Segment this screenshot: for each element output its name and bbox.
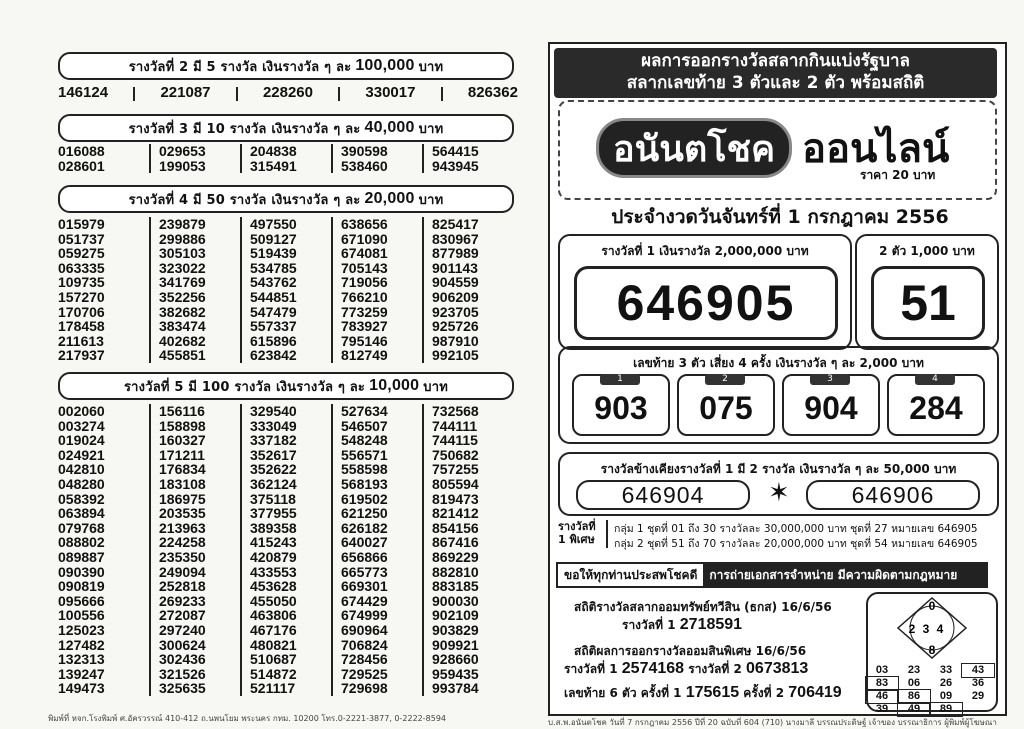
prize-number: 415243 [250,534,297,551]
prize-number: 640027 [341,534,388,551]
prize-number: 902109 [432,607,479,624]
number-column [149,144,240,173]
two-digit-label: 2 ตัว 1,000 บาท [879,244,975,258]
prize-number: 100556 [58,607,105,624]
prize-number: 623842 [250,347,297,364]
prize-number: 547479 [250,303,297,320]
prize-number: 854156 [432,519,479,536]
prize-number: 993784 [432,680,479,697]
prize-number: 204838 [250,143,297,159]
prize-number: 615896 [250,332,297,349]
prize-number: 534785 [250,259,297,276]
prize-number: 626182 [341,519,388,536]
prize-number: 544851 [250,288,297,305]
prize-number: 497550 [250,216,297,232]
price-text: ราคา 20 บาท [860,168,936,182]
separator-bar [236,87,238,101]
special-row-1: กลุ่ม 1 ชุดที่ 01 ถึง 30 รางวัลละ 30,000,000 บาท ชุดที่ 27 หมายเลข 646905 [614,523,978,535]
prize-number: 090390 [58,563,105,580]
prize-number: 750682 [432,446,479,463]
prize-number: 825417 [432,216,479,232]
prize-number: 546507 [341,417,388,434]
prize-number: 239879 [159,216,206,232]
prize-number: 674081 [341,245,388,262]
prize-number: 042810 [58,461,105,478]
prize-number: 125023 [58,621,105,638]
prize-number: 558598 [341,461,388,478]
prize-number: 157270 [58,288,105,305]
copy-warning-text: การถ่ายเอกสารจำหน่าย มีความผิดตามกฎหมาย [703,564,986,586]
pair-number: 86 [898,690,930,703]
special-prize-section [558,518,995,550]
baac-title: สถิติรางวัลสลากออมทรัพย์ทวีสิน (ธกส) 16/6/56 [574,600,832,614]
prize-number: 272087 [159,607,206,624]
prize-number: 211613 [58,332,104,349]
prize-number: 341769 [159,274,206,291]
prize-number: 514872 [250,665,297,682]
draw-tag: 4 [915,374,955,385]
prize-number: 987910 [432,332,479,349]
prize-number: 783927 [341,318,388,335]
prize-number: 903829 [432,621,479,638]
adjacent-prize-box [558,452,999,516]
special-prize-label: รางวัลที่ 1 พิเศษ [558,520,608,548]
prize-number: 467176 [250,621,297,638]
number-column [240,217,331,363]
right-footer: บ.ส.พ.อนันตโชค วันที่ 7 กรกฎาคม 2556 ปีที่ 20 ฉบับที่ 604 (710) นางมาลี บรรณประดิษฐ์ เจ้าของ บรรณาธิการ ผู้พิมพ์ผู้โฆษณา [548,718,997,727]
stats-box [558,592,858,710]
last3-label: เลขท้าย 3 ตัว เสี่ยง 4 ครั้ง เงินรางวัล ๆ ละ 2,000 บาท [633,356,924,370]
prize-number: 729698 [341,680,388,697]
number-column [331,144,422,173]
prize-number: 543762 [250,274,297,291]
prize-number: 156116 [159,403,205,419]
prize-number: 170706 [58,303,105,320]
prize-number: 706824 [341,636,388,653]
prize-number: 959435 [432,665,479,682]
prize-number: 213963 [159,519,206,536]
prize-number: 015979 [58,216,105,232]
prize-number: 330017 [365,84,416,101]
prize-number: 088802 [58,534,105,551]
prize-number: 158898 [159,417,206,434]
wheel-number: 4 [936,622,944,636]
pair-number: 46 [866,690,898,703]
number-column [149,404,240,696]
prize-number: 269233 [159,592,206,609]
prize-number: 900030 [432,592,479,609]
prize-number: 402682 [159,332,206,349]
prize-number: 375118 [250,490,296,507]
prize-number: 925726 [432,318,479,335]
prize-number: 744115 [432,432,478,449]
two-digit-number: 51 [871,266,985,340]
brand-logo: อนันตโชค [596,118,792,178]
prize2-numbers [58,84,518,101]
prize-number: 171211 [159,446,205,463]
prize-number: 019024 [58,432,105,449]
gsb-prizes: รางวัลที่ 1 2574168 รางวัลที่ 2 0673813 [564,660,809,677]
adjacent-number-upper: 646906 [806,480,980,510]
prize4-numbers [58,217,513,363]
prize-number: 538460 [341,157,388,174]
wheel-number: 0 [928,599,936,613]
separator-bar [338,87,340,101]
separator-bar [133,87,135,101]
prize1-label: รางวัลที่ 1 เงินรางวัล 2,000,000 บาท [601,244,809,258]
prize-number: 830967 [432,230,479,247]
prize-number: 906209 [432,288,479,305]
prize-number: 300624 [159,636,206,653]
number-column [58,144,149,173]
prize-number: 812749 [341,347,388,364]
prize-number: 315491 [250,157,297,174]
prize-number: 705143 [341,259,388,276]
prize-number: 016088 [58,143,105,159]
prize-number: 744111 [432,417,478,434]
results-banner: ผลการออกรางวัลสลากกินแบ่งรัฐบาล สลากเลขท้าย 3 ตัวและ 2 ตัว พร้อมสถิติ [554,48,997,98]
prize-number: 305103 [159,245,206,262]
prize-number: 869229 [432,548,479,565]
prize-number: 127482 [58,636,105,653]
prize-number: 904559 [432,274,479,291]
prize-number: 826362 [467,84,518,101]
prize-number: 773259 [341,303,388,320]
number-column [422,404,513,696]
prize-number: 048280 [58,475,105,492]
right-page [548,42,1007,716]
prize-number: 463806 [250,607,297,624]
prize-number: 455851 [159,347,206,364]
prize4-header: รางวัลที่ 4 มี 50 รางวัล เงินรางวัล ๆ ละ 20,000 บาท [58,185,514,213]
pair-number: 43 [962,664,994,677]
prize-number: 433553 [250,563,297,580]
prize-number: 235350 [159,548,206,565]
prize-number: 252818 [159,578,206,595]
prize5-numbers [58,404,513,696]
pair-number: 09 [939,690,953,702]
last3-value: 903 [594,390,648,426]
prize-number: 992105 [432,347,479,364]
prize-number: 199053 [159,157,206,174]
prize-number: 521117 [250,680,296,697]
prize-number: 302436 [159,651,206,668]
last3-value: 075 [699,390,753,426]
number-column [331,404,422,696]
prize-number: 548248 [341,432,388,449]
adjacent-number-lower: 646904 [576,480,750,510]
number-column [331,217,422,363]
prize-number: 621250 [341,505,388,522]
prize-number: 132313 [58,651,105,668]
prize-number: 149473 [58,680,105,697]
prize2-header: รางวัลที่ 2 มี 5 รางวัล เงินรางวัล ๆ ละ 100,000 บาท [58,52,514,80]
prize-number: 028601 [58,157,105,174]
prize-number: 656866 [341,548,388,565]
pair-number: 23 [907,664,921,676]
prize-number: 377955 [250,505,297,522]
prize-number: 249094 [159,563,206,580]
last3-items [572,374,985,436]
prize-number: 509127 [250,230,297,247]
prize-number: 510687 [250,651,297,668]
two-digit-box [855,234,999,350]
prize-number: 480821 [250,636,297,653]
pair-number: 39 [875,703,889,715]
last3-value: 284 [909,390,963,426]
prize-number: 420879 [250,548,297,565]
gsb-title: สถิติผลการออกรางวัลออมสินพิเศษ 16/6/56 [574,644,807,658]
prize-number: 362124 [250,475,297,492]
draw-date: ประจำงวดวันจันทร์ที่ 1 กรกฎาคม 2556 [611,206,949,228]
prize-number: 325635 [159,680,206,697]
pair-number-grid [866,664,994,716]
prize-number: 024921 [58,446,105,463]
prize-number: 453628 [250,578,297,595]
baac-prize1: รางวัลที่ 1 2718591 [622,616,743,633]
prize-number: 795146 [341,332,388,349]
prize-number: 352617 [250,446,297,463]
prize3-header: รางวัลที่ 3 มี 10 รางวัล เงินรางวัล ๆ ละ 40,000 บาท [58,114,514,142]
prize-number: 619502 [341,490,388,507]
prize-number: 389358 [250,519,297,536]
wheel-number: 2 [908,622,916,636]
number-column [149,217,240,363]
prize-number: 160327 [159,432,206,449]
good-luck-text: ขอให้ทุกท่านประสพโชคดี [564,567,698,582]
prize-number: 943945 [432,157,479,174]
lucky-wheel-icon [868,594,996,664]
prize-number: 002060 [58,403,105,419]
prize5-header: รางวัลที่ 5 มี 100 รางวัล เงินรางวัล ๆ ละ 10,000 บาท [58,372,514,400]
prize-number: 297240 [159,621,206,638]
prize-number: 323022 [159,259,206,276]
prize-number: 059275 [58,245,105,262]
prize-number: 176834 [159,461,206,478]
prize3-numbers [58,144,513,173]
prize-number: 383474 [159,318,206,335]
prize-number: 382682 [159,303,206,320]
prize-number: 146124 [58,84,109,101]
warning-bar [556,562,988,588]
prize-number: 337182 [250,432,297,449]
prize-number: 882810 [432,563,479,580]
prize-number: 821412 [432,505,479,522]
prize-number: 109735 [58,274,105,291]
pair-number: 83 [866,677,898,690]
gsb-last6: เลขท้าย 6 ตัว ครั้งที่ 1 175615 ครั้งที่ 2 706419 [564,684,842,701]
logo-box [558,100,997,200]
prize-number: 674429 [341,592,388,609]
prize-number: 556571 [341,446,388,463]
pair-number: 29 [971,690,985,702]
prize-number: 568193 [341,475,388,492]
prize-number: 058392 [58,490,105,507]
prize-number: 557337 [250,318,297,335]
separator-bar [441,87,443,101]
prize-number: 089887 [58,548,105,565]
prize-number: 669301 [341,578,388,595]
prize-number: 321526 [159,665,206,682]
prize-number: 183108 [159,475,206,492]
prize-number: 390598 [341,143,388,159]
prize-number: 299886 [159,230,206,247]
number-column [58,404,149,696]
last3-item [572,374,670,436]
prize1-box [558,234,852,350]
prize-number: 063894 [58,505,105,522]
number-column [240,144,331,173]
prize-number: 665773 [341,563,388,580]
prize-number: 051737 [58,230,105,247]
number-column [58,217,149,363]
last3-item [677,374,775,436]
prize-number: 690964 [341,621,388,638]
left-footer: พิมพ์ที่ หจก.โรงพิมพ์ ศ.อัครวรรณ์ 410-412 ถ.นพนโยม พระนคร กทม. 10200 โทร.0-2221-3877, 0-2222-8594 [48,714,446,723]
prize-number: 901143 [432,259,478,276]
prize-number: 221087 [160,84,211,101]
pair-number: 06 [907,677,921,689]
prize-number: 178458 [58,318,105,335]
prize-number: 732568 [432,403,479,419]
prize-number: 090819 [58,578,105,595]
prize-number: 352256 [159,288,206,305]
prize-number: 671090 [341,230,388,247]
prize-number: 228260 [262,84,313,101]
prize-number: 455050 [250,592,297,609]
prize-number: 923705 [432,303,479,320]
last3-value: 904 [804,390,858,426]
pair-number: 26 [939,677,953,689]
special-row-2: กลุ่ม 2 ชุดที่ 51 ถึง 70 รางวัลละ 20,000,000 บาท ชุดที่ 54 หมายเลข 646905 [614,538,978,550]
draw-tag: 1 [600,374,640,385]
prize-number: 877989 [432,245,479,262]
prize-number: 063335 [58,259,105,276]
prize-number: 909921 [432,636,479,653]
prize-number: 719056 [341,274,388,291]
last3-item [782,374,880,436]
prize-number: 139247 [58,665,105,682]
prize-number: 186975 [159,490,206,507]
prize-number: 519439 [250,245,297,262]
prize1-number: 646905 [574,266,838,340]
brand-online-text: ออนไลน์ [802,125,950,172]
prize-number: 079768 [58,519,105,536]
prize-number: 224258 [159,534,206,551]
prize-number: 217937 [58,347,105,364]
number-column [422,144,513,173]
prize-number: 564415 [432,143,479,159]
prize-number: 867416 [432,534,479,551]
prize-number: 729525 [341,665,388,682]
prize-number: 003274 [58,417,105,434]
adjacent-prize-label: รางวัลข้างเคียงรางวัลที่ 1 มี 2 รางวัล เงินรางวัล ๆ ละ 50,000 บาท [600,462,957,476]
prize-number: 352622 [250,461,297,478]
prize-number: 029653 [159,143,206,159]
pair-number: 89 [930,703,962,716]
prize-number: 757255 [432,461,479,478]
prize-number: 928660 [432,651,479,668]
draw-tag: 3 [810,374,850,385]
prize-number: 329540 [250,403,297,419]
prize-number: 728456 [341,651,388,668]
prize-number: 819473 [432,490,479,507]
prize-number: 766210 [341,288,388,305]
prize-number: 333049 [250,417,297,434]
star-icon: ✶ [768,478,790,508]
number-column [422,217,513,363]
prize-number: 638656 [341,216,388,232]
prize-number: 095666 [58,592,105,609]
number-column [240,404,331,696]
pair-number: 49 [898,703,930,716]
pair-number: 03 [875,664,889,676]
pair-number: 33 [939,664,953,676]
pair-number: 36 [971,677,985,689]
prize-number: 203535 [159,505,206,522]
wheel-number: 8 [928,643,936,657]
last3-box [558,346,999,444]
draw-tag: 2 [705,374,745,385]
prize-number: 883185 [432,578,479,595]
last3-item [887,374,985,436]
prize-number: 805594 [432,475,479,492]
wheel-number: 3 [922,622,930,636]
prize-number: 527634 [341,403,388,419]
prize-number: 674999 [341,607,388,624]
